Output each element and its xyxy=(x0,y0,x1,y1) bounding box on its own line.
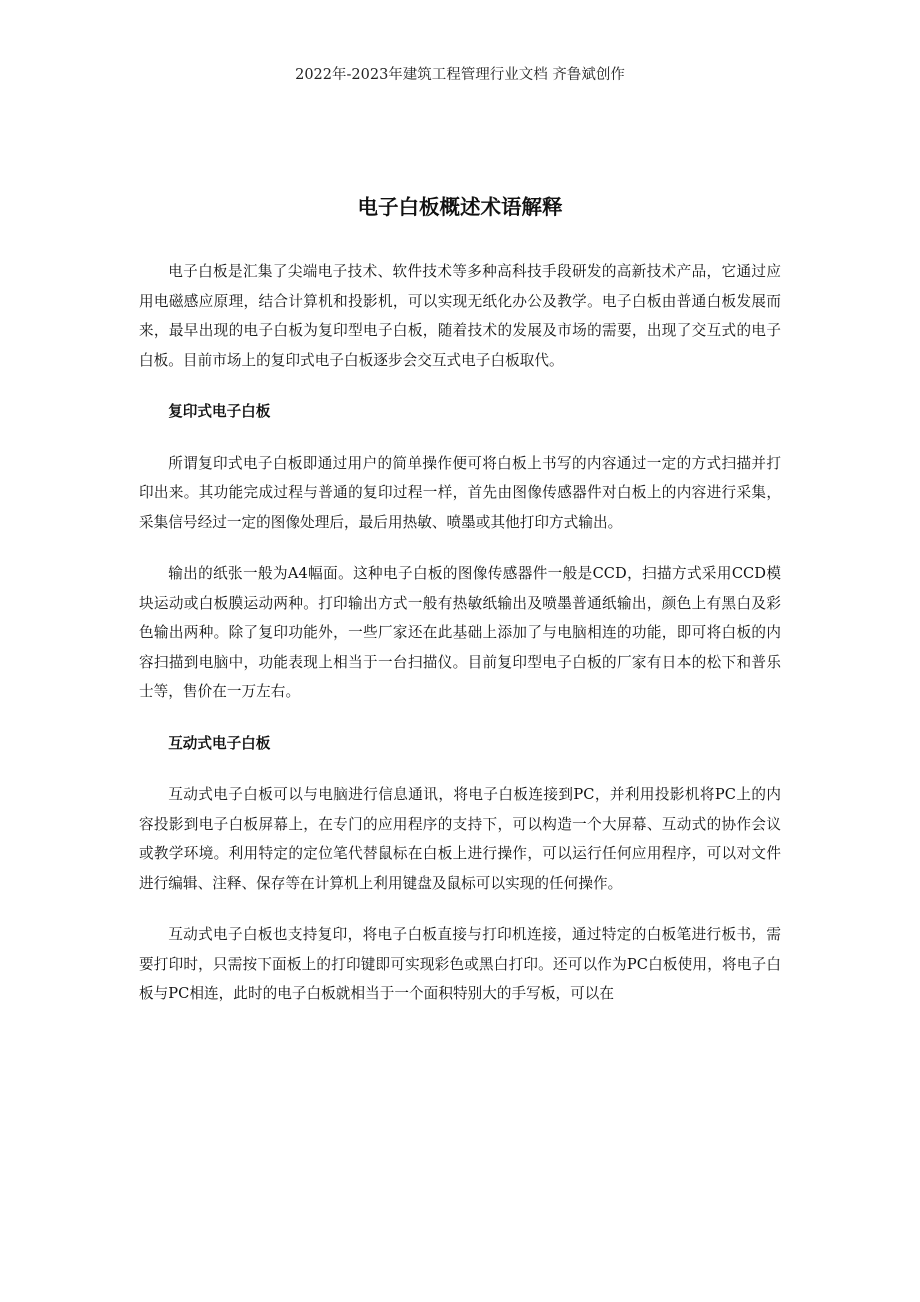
document-title: 电子白板概述术语解释 xyxy=(357,195,563,219)
page-header: 2022年-2023年建筑工程管理行业文档 齐鲁斌创作 xyxy=(295,67,625,83)
interactive-whiteboard-paragraph-2: 互动式电子白板也支持复印，将电子白板直接与打印机连接，通过特定的白板笔进行板书，需要打印时，只需按下面板上的打印键即可实现彩色或黑白打印。还可以作为PC白板使用，将电子白板与PC相连，此时的电子白板就相当于一个面积特别大的手写板，可以在 xyxy=(139,926,781,1002)
copy-whiteboard-paragraph-2: 输出的纸张一般为A4幅面。这种电子白板的图像传感器件一般是CCD，扫描方式采用CCD模块运动或白板膜运动两种。打印输出方式一般有热敏纸输出及喷墨普通纸输出，颜色上有黑白及彩色输出两种。除了复印功能外，一些厂家还在此基础上添加了与电脑相连的功能，即可将白板的内容扫描到电脑中，功能表现上相当于一台扫描仪。目前复印型电子白板的厂家有日本的松下和普乐士等，售价在一万左右。 xyxy=(139,565,781,700)
document-body xyxy=(139,257,781,1031)
copy-whiteboard-paragraph-1: 所谓复印式电子白板即通过用户的简单操作便可将白板上书写的内容通过一定的方式扫描并打印出来。其功能完成过程与普通的复印过程一样，首先由图像传感器件对白板上的内容进行采集，采集信号经过一定的图像处理后，最后用热敏、喷墨或其他打印方式输出。 xyxy=(139,454,781,531)
interactive-whiteboard-paragraph-1: 互动式电子白板可以与电脑进行信息通讯，将电子白板连接到PC，并利用投影机将PC上的内容投影到电子白板屏幕上，在专门的应用程序的支持下，可以构造一个大屏幕、互动式的协作会议或教学环境。利用特定的定位笔代替鼠标在白板上进行操作，可以运行任何应用程序，可以对文件进行编辑、注释、保存等在计算机上利用键盘及鼠标可以实现的任何操作。 xyxy=(139,786,781,892)
intro-paragraph: 电子白板是汇集了尖端电子技术、软件技术等多种高科技手段研发的高新技术产品，它通过应用电磁感应原理，结合计算机和投影机，可以实现无纸化办公及教学。电子白板由普通白板发展而来，最早出现的电子白板为复印型电子白板，随着技术的发展及市场的需要，出现了交互式的电子白板。目前市场上的复印式电子白板逐步会交互式电子白板取代。 xyxy=(139,263,781,369)
section-heading-interactive-whiteboard: 互动式电子白板 xyxy=(168,734,271,752)
section-heading-copy-whiteboard: 复印式电子白板 xyxy=(168,403,271,420)
